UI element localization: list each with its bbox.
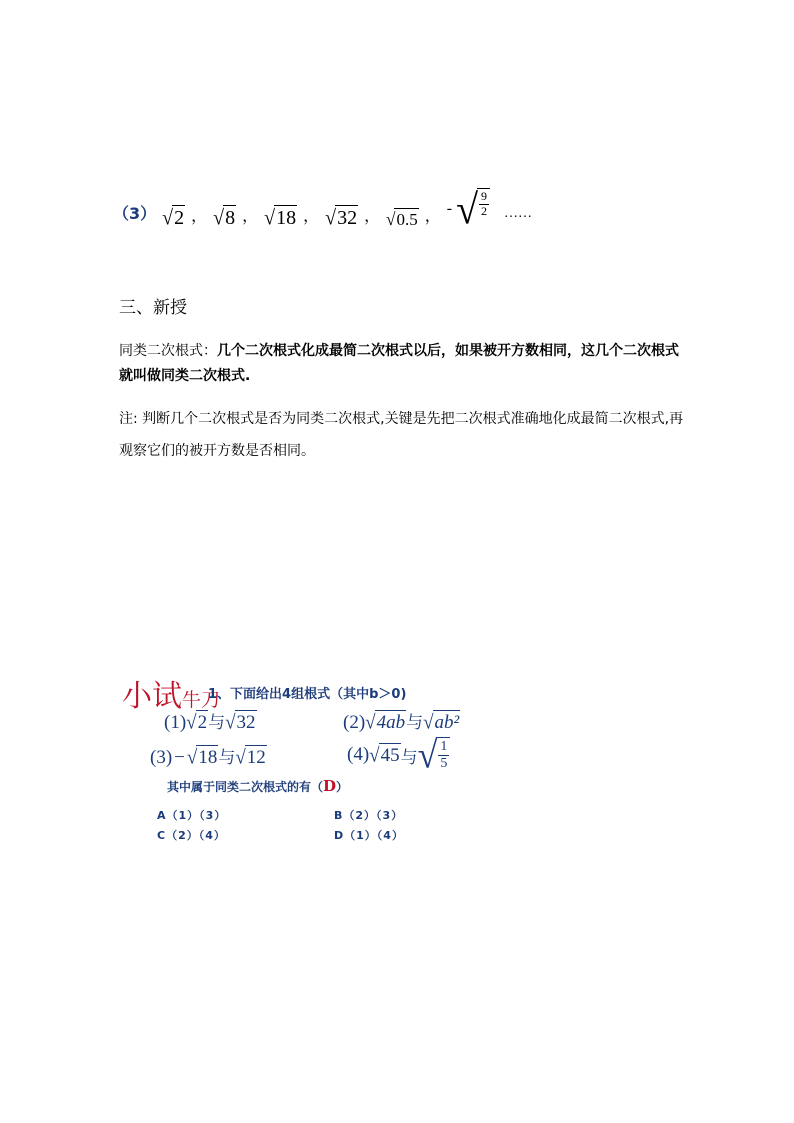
definition-term: 同类二次根式： xyxy=(119,343,217,359)
ellipsis: …… xyxy=(504,206,533,221)
option-1: (1)√2与√32 xyxy=(164,711,256,734)
choice-b: B（2）（3） xyxy=(334,809,404,822)
radical-list-line: （3） √2 ， √8 ， √18 ， √32 ， √0.5 ， - √ $\frac{9}{2}$ …… xyxy=(113,185,533,234)
radical-4: √32 xyxy=(325,206,358,230)
option-4: (4) √45 与 √ $\frac{1}{5}$ xyxy=(347,737,450,773)
radical-1: √2 xyxy=(162,206,185,230)
radical-5: √0.5 xyxy=(386,209,418,230)
exercise-title: 小试牛刀 xyxy=(122,679,221,714)
exercise-question: 1、下面给出4组根式（其中b＞0) xyxy=(208,687,407,702)
note-paragraph: 注: 判断几个二次根式是否为同类二次根式,关键是先把二次根式准确地化成最简二次根式,再观察它们的被开方数是否相同。 xyxy=(119,411,684,459)
radical-3: √18 xyxy=(264,206,297,230)
definition-paragraph xyxy=(119,339,689,389)
option-2: (2)√4ab与√ab² xyxy=(343,711,460,734)
definition-body: 几个二次根式化成最简二次根式以后，如果被开方数相同，这几个二次根式就叫做同类二次根式. xyxy=(119,343,679,384)
neg-sign: - xyxy=(446,200,453,217)
item-label: （3） xyxy=(113,204,157,223)
answer: D xyxy=(323,777,337,795)
exercise-stem: 其中属于同类二次根式的有（D） xyxy=(167,777,349,795)
radical-fraction: √ $\frac{9}{2}$ xyxy=(456,190,490,230)
choice-a: A（1）（3） xyxy=(157,809,227,822)
section-title: 三、新授 xyxy=(119,298,187,318)
radical-2: √8 xyxy=(213,206,236,230)
choice-c: C（2）（4） xyxy=(157,829,226,842)
option-3: (3) − √18与√12 xyxy=(150,746,266,769)
choice-d: D（1）（4） xyxy=(334,829,404,842)
